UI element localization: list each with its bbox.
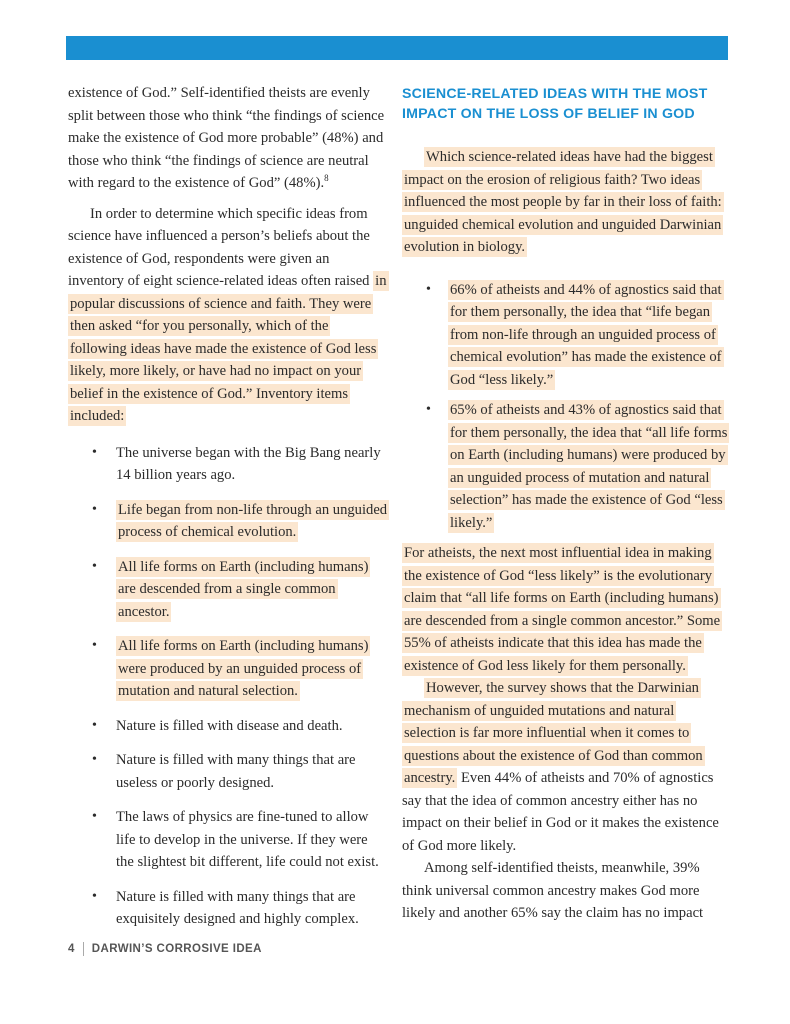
inventory-list	[68, 442, 388, 931]
findings-list	[402, 279, 728, 535]
footnote-marker: 8	[324, 173, 329, 184]
section-heading: SCIENCE-RELATED IDEAS WITH THE MOST IMPACT ON THE LOSS OF BELIEF IN GOD	[402, 86, 708, 122]
paragraph: Among self-identified theists, meanwhile, 39% think universal common ancestry makes God more likely and another 65% say the claim has no impact	[402, 860, 704, 921]
list-item: • Nature is filled with disease and death.	[92, 717, 343, 734]
paragraph: For atheists, the next most influential idea in making the existence of God “less likely” is the evolutionary claim that “all life forms on Earth (including humans) are descended from a single common ancestor.” Some 55% of atheists indicate that this idea has made the existence of God less likely for them personally.	[404, 545, 721, 674]
list-item: • Nature is filled with many things that are useless or poorly designed.	[92, 752, 356, 791]
list-item: • The universe began with the Big Bang nearly 14 billion years ago.	[92, 444, 381, 483]
running-title: DARWIN’S CORROSIVE IDEA	[91, 943, 262, 955]
right-column	[402, 82, 728, 925]
highlighted-text: in popular discussions of science and faith. They were then asked “for you personally, which of the following ideas have made the existence of God less likely, more likely, or have had no impact on your belief in the existence of God.” Inventory items included:	[70, 273, 387, 424]
list-item: • All life forms on Earth (including humans) are descended from a single common ancestor.	[92, 558, 369, 620]
paragraph: existence of God.” Self-identified theists are evenly split between those who think “the findings of science make the existence of God more probable” (48%) and those who think “the findings of science are neutral with regard to the existence of God” (48%).$^8$	[68, 85, 385, 191]
paragraph: Which science-related ideas have had the biggest impact on the erosion of religious faith? Two ideas influenced the most people by far in their loss of faith: unguided chemical evolution and unguided Darwinian evolution in biology.	[404, 149, 722, 255]
list-item: • 65% of atheists and 43% of agnostics said that for them personally, the idea that “all life forms on Earth (including humans) were produced by an unguided process of mutation and natural selection” has made the existence of God “less likely.”	[426, 402, 728, 531]
page-footer	[68, 942, 262, 956]
list-item: • The laws of physics are fine-tuned to allow life to develop in the universe. If they were the slightest bit different, life could not exist.	[92, 809, 379, 870]
page-number: 4	[68, 943, 75, 955]
paragraph: However, the survey shows that the Darwinian mechanism of unguided mutations and natural selection is far more influential when it comes to questions about the existence of God than common ancestry. Even 44% of atheists and 70% of agnostics say that the idea of common ancestry either has no impact on their belief in God or it makes the existence of God more likely.	[402, 680, 719, 854]
list-item: • Life began from non-life through an unguided process of chemical evolution.	[92, 501, 388, 540]
list-item: • Nature is filled with many things that are exquisitely designed and highly complex.	[92, 888, 359, 927]
header-color-bar	[66, 36, 728, 60]
list-item: • All life forms on Earth (including humans) were produced by an unguided process of mutation and natural selection.	[92, 638, 369, 699]
paragraph: In order to determine which specific ideas from science have influenced a person’s beliefs about the existence of God, respondents were given an inventory of eight science-related ideas often raised in popular discussions of science and faith. They were then asked “for you personally, which of the following ideas have made the existence of God less likely, more likely, or have had no impact on your belief in the existence of God.” Inventory items included:	[68, 205, 387, 424]
list-item: • 66% of atheists and 44% of agnostics said that for them personally, the idea that “life began from non-life through an unguided process of chemical evolution” has made the existence of God “less likely.”	[426, 281, 722, 388]
footer-divider	[83, 942, 84, 956]
left-column	[68, 82, 388, 943]
